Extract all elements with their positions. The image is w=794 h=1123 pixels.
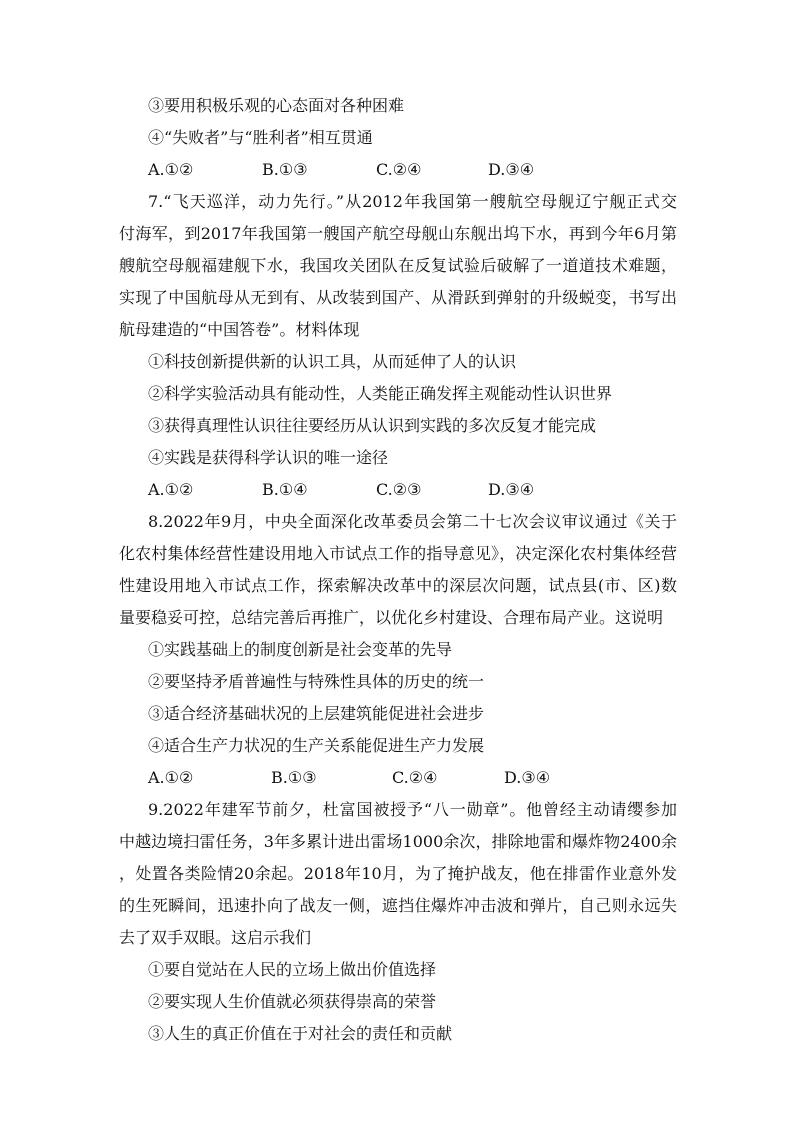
- q7-item-2: ②科学实验活动具有能动性，人类能正确发挥主观能动性认识世界: [148, 384, 613, 403]
- q7-item-3: ③获得真理性认识往往要经历从认识到实践的多次反复才能完成: [148, 416, 597, 435]
- q6-option-a: A.①②: [148, 160, 194, 179]
- q8-item-2: ②要坚持矛盾普遍性与特殊性具体的历史的统一: [148, 672, 485, 691]
- q6-item-3: ③要用积极乐观的心态面对各种困难: [148, 96, 405, 115]
- q7-stem-line-2: 付海军，到2017年我国第一艘国产航空母舰山东舰出坞下水，再到今年6月第: [119, 224, 677, 243]
- q8-item-4: ④适合生产力状况的生产关系能促进生产力发展: [148, 736, 485, 755]
- q8-item-1: ①实践基础上的制度创新是社会变革的先导: [148, 640, 453, 659]
- q8-stem-line-1: 8.2022年9月，中央全面深化改革委员会第二十七次会议审议通过《关于: [148, 512, 677, 531]
- q6-item-4: ④“失败者”与“胜利者”相互贯通: [148, 128, 373, 147]
- q9-stem-line-3: ，处置各类险情20余起。2018年10月，为了掩护战友，他在排雷作业意外发: [119, 864, 677, 883]
- q7-stem-line-1: 7.“飞天巡洋，动力先行。”从2012年我国第一艘航空母舰辽宁舰正式交: [148, 192, 677, 211]
- q9-stem-line-5: 去了双手双眼。这启示我们: [119, 928, 312, 947]
- q7-option-a: A.①②: [148, 480, 194, 499]
- q8-option-c: C.②④: [392, 768, 438, 787]
- q8-stem-line-2: 化农村集体经营性建设用地入市试点工作的指导意见》，决定深化农村集体经营: [119, 544, 677, 563]
- q7-stem-line-5: 航母建造的“中国答卷”。材料体现: [119, 320, 360, 339]
- q9-stem-line-1: 9.2022年建军节前夕，杜富国被授予“八一勋章”。他曾经主动请缨参加: [148, 800, 677, 819]
- q8-option-a: A.①②: [148, 768, 194, 787]
- q7-item-4: ④实践是获得科学认识的唯一途径: [148, 448, 389, 467]
- q9-item-2: ②要实现人生价值就必须获得崇高的荣誉: [148, 992, 437, 1011]
- q6-option-c: C.②④: [376, 160, 422, 179]
- q7-option-b: B.①④: [262, 480, 308, 499]
- q6-option-b: B.①③: [262, 160, 308, 179]
- q8-option-b: B.①③: [271, 768, 317, 787]
- q7-item-1: ①科技创新提供新的认识工具，从而延伸了人的认识: [148, 352, 517, 371]
- q6-option-d: D.③④: [488, 160, 535, 179]
- q9-stem-line-2: 中越边境扫雷任务，3年多累计进出雷场1000余次，排除地雷和爆炸物2400余: [119, 832, 677, 851]
- q7-option-c: C.②③: [376, 480, 422, 499]
- q8-stem-line-3: 性建设用地入市试点工作，探索解决改革中的深层次问题，试点县(市、区)数: [119, 576, 677, 595]
- q9-item-1: ①要自觉站在人民的立场上做出价值选择: [148, 960, 437, 979]
- q8-option-d: D.③④: [504, 768, 551, 787]
- q9-stem-line-4: 的生死瞬间，迅速扑向了战友一侧，遮挡住爆炸冲击波和弹片，自己则永远失: [119, 896, 677, 915]
- q8-item-3: ③适合经济基础状况的上层建筑能促进社会进步: [148, 704, 485, 723]
- q7-option-d: D.③④: [488, 480, 535, 499]
- q8-stem-line-4: 量要稳妥可控，总结完善后再推广，以优化乡村建设、合理布局产业。这说明: [119, 608, 664, 627]
- q7-stem-line-4: 实现了中国航母从无到有、从改装到国产、从滑跃到弹射的升级蜕变，书写出: [119, 288, 677, 307]
- q9-item-3: ③人生的真正价值在于对社会的责任和贡献: [148, 1024, 453, 1043]
- q7-stem-line-3: 艘航空母舰福建舰下水，我国攻关团队在反复试验后破解了一道道技术难题，: [119, 256, 677, 275]
